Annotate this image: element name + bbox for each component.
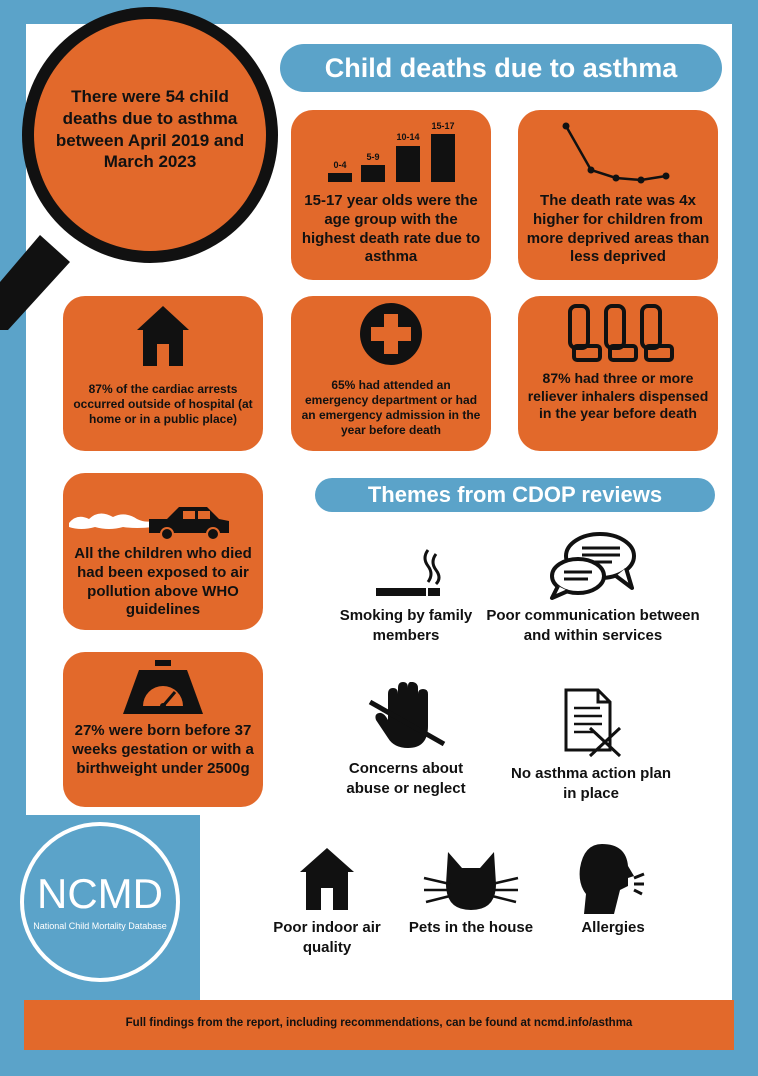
car-exhaust-icon (67, 501, 232, 541)
birth-card (63, 652, 263, 807)
inhalers-text: 87% had three or more reliever inhalers dispensed in the year before death (527, 370, 709, 421)
house-icon (298, 846, 356, 912)
indoor-air-label: Poor indoor air quality (273, 919, 381, 957)
speech-bubbles-icon (548, 530, 638, 600)
age-tick-label: 5-9 (366, 152, 380, 162)
frame-right (732, 0, 758, 1076)
deprivation-card (518, 110, 718, 280)
inhalers-card (518, 296, 718, 451)
footer-bar (24, 1000, 734, 1050)
ncmd-logo (20, 822, 180, 982)
logo-name: NCMD (37, 870, 163, 917)
page-title: Child deaths due to asthma (280, 44, 722, 92)
pollution-card (63, 473, 263, 630)
sneezing-head-icon (576, 842, 646, 916)
weighing-scale-icon (121, 658, 205, 718)
action-plan-label: No asthma action plan in place (510, 765, 672, 803)
document-crossed-icon (560, 686, 626, 758)
communication-label: Poor communication between and within services (486, 607, 700, 645)
emergency-text: 65% had attended an emergency department or had an emergency admission in the year before death (301, 378, 481, 437)
age-tick-label: 15-17 (431, 121, 455, 131)
stop-hand-icon (366, 682, 448, 752)
house-icon (135, 304, 191, 368)
cardiac-card (63, 296, 263, 451)
deprivation-text: The death rate was 4x higher for children from more deprived areas than less deprived (526, 192, 710, 266)
abuse-label: Concerns about abuse or neglect (346, 760, 466, 798)
pollution-text: All the children who died had been exposed to air pollution above WHO guidelines (74, 545, 252, 619)
age-bar (328, 173, 352, 182)
frame-bottom (0, 1050, 758, 1076)
inhaler-icon (566, 302, 676, 364)
birth-text: 27% were born before 37 weeks gestation or with a birthweight under 2500g (72, 722, 254, 777)
logo-subtitle: National Child Mortality Database (33, 921, 167, 931)
intro-text: There were 54 child deaths due to asthma between April 2019 and March 2023 (55, 87, 245, 172)
trend-line-chart (558, 118, 678, 188)
trend-point (638, 177, 645, 184)
pets-label: Pets in the house (408, 919, 534, 936)
allergies-label: Allergies (581, 919, 645, 936)
themes-heading: Themes from CDOP reviews (315, 478, 715, 512)
age-tick-label: 0-4 (333, 160, 347, 170)
trend-point (563, 123, 570, 130)
age-bar (361, 165, 385, 182)
medical-cross-icon (359, 302, 423, 366)
age-group-card (291, 110, 491, 280)
trend-point (613, 175, 620, 182)
cardiac-text: 87% of the cardiac arrests occurred outside of hospital (at home or in a public place) (73, 382, 253, 426)
age-bar-chart (291, 110, 491, 190)
cigarette-icon (372, 546, 444, 598)
age-group-text: 15-17 year olds were the age group with the highest death rate due to asthma (301, 192, 481, 266)
smoking-label: Smoking by family members (339, 607, 473, 645)
age-tick-label: 10-14 (396, 132, 420, 142)
emergency-card (291, 296, 491, 451)
age-bar (431, 134, 455, 182)
footer-text: Full findings from the report, including recommendations, can be found at ncmd.info/asthma (125, 1017, 633, 1029)
cat-icon (422, 848, 520, 914)
trend-point (663, 173, 670, 180)
trend-point (588, 167, 595, 174)
age-bar (396, 146, 420, 182)
